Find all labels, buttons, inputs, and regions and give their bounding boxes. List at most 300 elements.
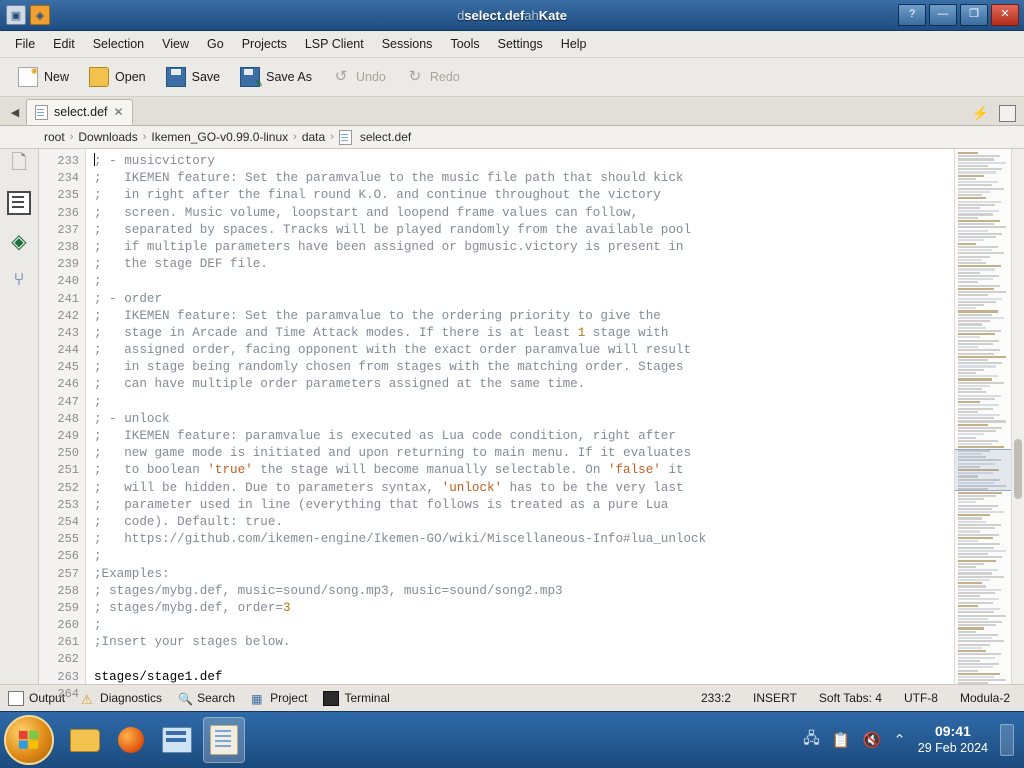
undo-button[interactable] bbox=[324, 64, 394, 90]
code-line[interactable] bbox=[94, 583, 954, 600]
minimap-line bbox=[958, 362, 1002, 364]
code-token: ; new game mode is initiated and upon returning to main menu. If it evaluates bbox=[94, 446, 692, 461]
line-number: 245 bbox=[57, 360, 79, 375]
minimap-line bbox=[958, 369, 984, 371]
minimap-line bbox=[958, 388, 982, 390]
code-line[interactable] bbox=[94, 634, 954, 651]
minimap-line bbox=[958, 640, 1004, 642]
minimap-line bbox=[958, 294, 988, 296]
line-number: 257 bbox=[57, 566, 79, 581]
code-token: ; parameter used in line (everything that follows is treated as a pure Lua bbox=[94, 497, 669, 512]
minimap-line bbox=[958, 268, 995, 270]
code-line[interactable] bbox=[94, 617, 954, 634]
code-line[interactable] bbox=[94, 462, 954, 479]
syntax-mode[interactable]: Modula-2 bbox=[959, 691, 1010, 705]
code-line[interactable] bbox=[94, 445, 954, 462]
breadcrumb-separator: › bbox=[142, 131, 147, 143]
save-as-button[interactable] bbox=[232, 63, 320, 91]
network-icon[interactable]: 🖧 bbox=[803, 729, 820, 747]
window-controls bbox=[898, 4, 1024, 26]
status-terminal[interactable] bbox=[323, 691, 389, 706]
code-line[interactable] bbox=[94, 651, 954, 668]
code-token: ; screen. Music volume, loopstart and loopend frame values can follow, bbox=[94, 205, 639, 220]
status-output-label: Output bbox=[29, 691, 66, 705]
redo-button[interactable] bbox=[398, 64, 468, 90]
save-button[interactable] bbox=[158, 63, 229, 91]
terminal-icon bbox=[323, 691, 339, 706]
tab-prev-button[interactable]: ◀ bbox=[10, 106, 20, 119]
firefox-icon bbox=[118, 727, 144, 753]
code-token: ; assigned order, facing opponent with the exact order paramvalue will result bbox=[94, 343, 692, 358]
search-icon: 🔍 bbox=[178, 691, 194, 706]
minimap-line bbox=[958, 291, 1006, 293]
code-line[interactable] bbox=[94, 514, 954, 531]
minimap-line bbox=[958, 385, 990, 387]
minimap-line bbox=[958, 408, 993, 410]
line-number: 259 bbox=[57, 600, 79, 615]
minimap-line bbox=[958, 401, 980, 403]
code-line[interactable] bbox=[94, 222, 954, 239]
breadcrumb-item-root[interactable]: root bbox=[44, 130, 65, 144]
menu-projects[interactable]: Projects bbox=[241, 37, 287, 51]
breadcrumb-item-ikemen[interactable]: Ikemen_GO-v0.99.0-linux bbox=[151, 130, 289, 144]
lsp-status-icon[interactable]: ⚡ bbox=[971, 105, 989, 121]
code-token: ;Insert your stages below. bbox=[94, 635, 291, 650]
menu-selection[interactable]: Selection bbox=[92, 37, 145, 51]
minimap-line bbox=[958, 404, 999, 406]
minimap-line bbox=[958, 217, 978, 219]
minimap-line bbox=[958, 660, 980, 662]
taskbar-app-file-manager[interactable] bbox=[65, 718, 105, 762]
minimap-line bbox=[958, 317, 1004, 319]
minimap-line bbox=[958, 281, 978, 283]
minimap-line bbox=[958, 252, 1004, 254]
minimap-line bbox=[958, 592, 995, 594]
tab-select-def[interactable] bbox=[26, 99, 133, 125]
minimap-line bbox=[958, 353, 994, 355]
clock-date: 29 Feb 2024 bbox=[917, 740, 988, 755]
code-line[interactable] bbox=[94, 170, 954, 187]
taskbar bbox=[0, 711, 1024, 768]
line-number: 252 bbox=[57, 480, 79, 495]
breadcrumb-item-data[interactable]: data bbox=[301, 130, 326, 144]
menu-edit[interactable]: Edit bbox=[53, 37, 75, 51]
minimap-line bbox=[958, 175, 984, 177]
minimap-line bbox=[958, 336, 980, 338]
minimap-line bbox=[958, 595, 980, 597]
minimap-line bbox=[958, 197, 986, 199]
documents-sidebar-icon[interactable]: 🗋 bbox=[10, 152, 28, 174]
line-number: 262 bbox=[57, 652, 79, 667]
code-line[interactable] bbox=[94, 153, 954, 170]
minimap-line bbox=[958, 572, 992, 574]
code-token: ; https://github.com/ikemen-engine/Ikemen-GO/wiki/Miscellaneous-Info#lua_unlock bbox=[94, 532, 707, 547]
minimap-line bbox=[958, 543, 1000, 545]
taskbar-app-media[interactable] bbox=[157, 718, 197, 762]
minimap-line bbox=[958, 582, 982, 584]
folder-icon bbox=[70, 729, 100, 752]
breadcrumb-separator: › bbox=[330, 131, 334, 143]
line-number: 250 bbox=[57, 446, 79, 461]
window-title-suffix: Kate bbox=[538, 7, 567, 23]
save-disk-icon bbox=[166, 67, 186, 87]
status-project[interactable] bbox=[251, 691, 307, 705]
minimap-line bbox=[958, 534, 999, 536]
line-number: 240 bbox=[57, 274, 79, 289]
minimap-line bbox=[958, 194, 982, 196]
volume-muted-icon[interactable]: 🔇 bbox=[862, 732, 882, 749]
minimap-line bbox=[958, 653, 1001, 655]
minimap-line bbox=[958, 346, 978, 348]
code-line[interactable] bbox=[94, 428, 954, 445]
minimap-line bbox=[958, 259, 982, 261]
minimap-line bbox=[958, 495, 996, 497]
new-button[interactable] bbox=[10, 63, 77, 91]
save-as-icon bbox=[240, 67, 260, 87]
minimap-line bbox=[958, 152, 978, 154]
code-token: ; separated by spaces. Tracks will be played randomly from the available pool bbox=[94, 222, 692, 237]
minimap-line bbox=[958, 246, 998, 248]
menu-file[interactable]: File bbox=[15, 37, 36, 51]
minimap-line bbox=[958, 288, 994, 290]
minimap-line bbox=[958, 333, 995, 335]
show-desktop-button[interactable] bbox=[1000, 724, 1014, 756]
project-icon: ▦ bbox=[251, 691, 263, 706]
minimap-line bbox=[958, 356, 1006, 358]
minimap-line bbox=[958, 391, 986, 393]
code-token: ;Examples: bbox=[94, 566, 170, 581]
minimap-line bbox=[958, 314, 992, 316]
clipboard-icon[interactable]: 📋 bbox=[831, 732, 851, 749]
minimap-line bbox=[958, 162, 1006, 164]
line-number: 264 bbox=[57, 686, 79, 701]
code-line[interactable] bbox=[94, 566, 954, 583]
menu-settings[interactable]: Settings bbox=[497, 37, 543, 51]
code-line[interactable] bbox=[94, 497, 954, 514]
code-token: ; in right after the final round K.O. and continue throughout the victory bbox=[94, 188, 661, 203]
window-title-main: select.def bbox=[464, 7, 525, 23]
clock[interactable] bbox=[918, 723, 988, 756]
menu-tools[interactable]: Tools bbox=[450, 37, 480, 51]
minimap-line bbox=[958, 372, 976, 374]
minimap-line bbox=[958, 365, 996, 367]
minimap-line bbox=[958, 679, 1006, 681]
minimap-line bbox=[958, 330, 1001, 332]
minimap-line bbox=[958, 307, 976, 309]
code-line[interactable] bbox=[94, 273, 954, 290]
line-number: 235 bbox=[57, 188, 79, 203]
minimap-line bbox=[958, 433, 984, 435]
minimap-line bbox=[958, 644, 990, 646]
code-line[interactable] bbox=[94, 376, 954, 393]
minimap-line bbox=[958, 663, 999, 665]
minimap-line bbox=[958, 171, 996, 173]
menu-go[interactable]: Go bbox=[207, 37, 224, 51]
close-icon[interactable]: ✕ bbox=[113, 105, 124, 119]
code-token: ; bbox=[94, 618, 102, 633]
minimap-line bbox=[958, 576, 1004, 578]
code-token: ; can have multiple order parameters assigned at the same time. bbox=[94, 377, 586, 392]
code-line[interactable] bbox=[94, 256, 954, 273]
show-hidden-icons[interactable]: ⌃ bbox=[893, 732, 906, 749]
minimap-line bbox=[958, 207, 980, 209]
undo-arrow-icon: ↺ bbox=[334, 68, 348, 85]
minimap-line bbox=[958, 517, 982, 519]
start-button[interactable] bbox=[4, 715, 54, 765]
breadcrumb bbox=[0, 126, 1024, 149]
minimap-line bbox=[958, 498, 984, 500]
minimap-line bbox=[958, 666, 993, 668]
kate-icon bbox=[210, 725, 238, 755]
minimap-line bbox=[958, 602, 993, 604]
redo-arrow-icon: ↻ bbox=[408, 68, 422, 85]
minimap-line bbox=[958, 275, 999, 277]
minimap-line bbox=[958, 537, 993, 539]
minimap-line bbox=[958, 155, 1000, 157]
window-title-middle: ah bbox=[524, 7, 539, 23]
code-area[interactable] bbox=[86, 149, 954, 684]
output-icon bbox=[8, 691, 24, 706]
line-number: 234 bbox=[57, 171, 79, 186]
line-number: 244 bbox=[57, 343, 79, 358]
minimap-line bbox=[958, 437, 976, 439]
code-token: ; if multiple parameters have been assigned or bgmusic.victory is present in bbox=[94, 239, 684, 254]
code-line[interactable] bbox=[94, 239, 954, 256]
taskbar-app-firefox[interactable] bbox=[111, 718, 151, 762]
folder-open-icon bbox=[89, 67, 109, 87]
minimap-line bbox=[958, 378, 992, 380]
undo-button-label: Undo bbox=[355, 70, 386, 84]
code-token: ; stage in Arcade and Time Attack modes. If there is at least bbox=[94, 325, 578, 340]
code-token: ; IKEMEN feature: Set the paramvalue to the music file path that should kick bbox=[94, 171, 684, 186]
minimap-line bbox=[958, 165, 988, 167]
close-button[interactable]: ✕ bbox=[991, 4, 1019, 26]
minimap-line bbox=[958, 327, 986, 329]
minimap-line bbox=[958, 566, 976, 568]
breadcrumb-separator: › bbox=[69, 131, 74, 143]
line-number: 237 bbox=[57, 222, 79, 237]
git-sidebar-icon[interactable]: ◈ bbox=[11, 230, 27, 253]
minimap-line bbox=[958, 427, 1002, 429]
status-bar-right bbox=[701, 691, 1016, 705]
minimap-line bbox=[958, 310, 998, 312]
minimap-line bbox=[958, 501, 976, 503]
clock-time: 09:41 bbox=[934, 723, 971, 740]
minimap-line bbox=[958, 673, 1000, 675]
code-line[interactable] bbox=[94, 531, 954, 548]
title-bar bbox=[0, 0, 1024, 31]
minimap-line bbox=[958, 605, 978, 607]
new-button-label: New bbox=[44, 70, 70, 84]
filesystem-sidebar-icon[interactable] bbox=[7, 191, 31, 215]
minimap-line bbox=[958, 514, 990, 516]
save-as-button-label: Save As bbox=[266, 70, 312, 84]
minimap-line bbox=[958, 560, 996, 562]
minimize-button[interactable]: — bbox=[929, 4, 957, 26]
minimap-line bbox=[958, 239, 984, 241]
line-number: 249 bbox=[57, 429, 79, 443]
line-number: 236 bbox=[57, 205, 79, 220]
open-button-label: Open bbox=[115, 70, 146, 84]
code-line[interactable] bbox=[94, 308, 954, 325]
minimap-line bbox=[958, 272, 980, 274]
minimap-line bbox=[958, 395, 1001, 397]
line-number: 253 bbox=[57, 497, 79, 512]
cursor-position[interactable]: 233:2 bbox=[700, 691, 732, 705]
minimap-line bbox=[958, 492, 1002, 494]
minimap-line bbox=[958, 579, 990, 581]
minimap-line bbox=[958, 204, 995, 206]
minimap-line bbox=[958, 184, 992, 186]
code-line[interactable] bbox=[94, 342, 954, 359]
minimap-line bbox=[958, 511, 1004, 513]
minimap-line bbox=[958, 657, 995, 659]
maximize-button[interactable]: ❐ bbox=[960, 4, 988, 26]
tab-label: select.def bbox=[54, 105, 108, 119]
minimap-line bbox=[958, 637, 992, 639]
menu-sessions[interactable]: Sessions bbox=[381, 37, 433, 51]
minimap-line bbox=[958, 201, 1001, 203]
code-line[interactable] bbox=[94, 548, 954, 565]
minimap-line bbox=[958, 256, 990, 258]
window-title-prefix: d bbox=[457, 7, 465, 23]
status-search-label: Search bbox=[197, 691, 236, 705]
code-line[interactable] bbox=[94, 600, 954, 617]
minimap-line bbox=[958, 508, 992, 510]
minimap-line bbox=[958, 650, 986, 652]
minimap-line bbox=[958, 634, 998, 636]
code-line[interactable] bbox=[94, 359, 954, 376]
edit-mode[interactable]: INSERT bbox=[753, 691, 797, 705]
minimap-line bbox=[958, 304, 984, 306]
code-line[interactable] bbox=[94, 325, 954, 342]
minimap[interactable] bbox=[954, 149, 1011, 684]
status-diagnostics-label: Diagnostics bbox=[100, 691, 163, 705]
line-number: 261 bbox=[57, 635, 79, 650]
line-number: 246 bbox=[57, 377, 79, 392]
status-search[interactable] bbox=[178, 691, 235, 705]
code-token: ; in stage being randomly chosen from stages with the matching order. Stages bbox=[94, 360, 684, 375]
document-icon bbox=[35, 105, 48, 120]
document-tab-bar bbox=[0, 97, 1024, 126]
file-icon bbox=[339, 130, 352, 145]
status-bar bbox=[0, 684, 1024, 711]
status-terminal-label: Terminal bbox=[344, 691, 390, 705]
line-number: 258 bbox=[57, 583, 79, 598]
window-menu-icon[interactable]: ▣ bbox=[6, 5, 26, 25]
line-number: 251 bbox=[57, 463, 79, 478]
menu-view[interactable]: View bbox=[162, 37, 190, 51]
code-token: 'false' bbox=[607, 463, 661, 478]
minimap-line bbox=[958, 220, 1000, 222]
minimap-line bbox=[958, 585, 986, 587]
save-button-label: Save bbox=[191, 70, 221, 84]
code-line[interactable] bbox=[94, 480, 954, 497]
minimap-line bbox=[958, 563, 984, 565]
minimap-line bbox=[958, 521, 986, 523]
code-token: ; stages/mybg.def, order= bbox=[94, 600, 283, 615]
minimap-line bbox=[958, 168, 1002, 170]
encoding[interactable]: UTF-8 bbox=[903, 691, 938, 705]
minimap-viewport[interactable] bbox=[955, 449, 1011, 491]
code-line[interactable] bbox=[94, 411, 954, 428]
minimap-line bbox=[958, 647, 982, 649]
code-line[interactable] bbox=[94, 669, 954, 684]
minimap-line bbox=[958, 382, 1004, 384]
help-button[interactable]: ? bbox=[898, 4, 926, 26]
code-line[interactable] bbox=[94, 187, 954, 204]
line-number: 247 bbox=[57, 394, 79, 409]
menu-help[interactable]: Help bbox=[560, 37, 587, 51]
code-token: ; - musicvictory bbox=[94, 154, 215, 168]
code-token: ; bbox=[94, 274, 102, 289]
minimap-line bbox=[958, 226, 1006, 228]
minimap-line bbox=[958, 524, 1001, 526]
minimap-line bbox=[958, 301, 996, 303]
code-token: has to be the very last bbox=[502, 480, 684, 495]
minimap-line bbox=[958, 213, 993, 215]
minimap-line bbox=[958, 320, 990, 322]
system-tray bbox=[803, 723, 1024, 756]
scrollbar-thumb[interactable] bbox=[1014, 439, 1022, 499]
minimap-line bbox=[958, 556, 1002, 558]
minimap-line bbox=[958, 624, 996, 626]
minimap-line bbox=[958, 608, 1000, 610]
code-token: ; IKEMEN feature: paramvalue is executed as Lua code condition, right after bbox=[94, 429, 676, 443]
vertical-scrollbar[interactable] bbox=[1011, 149, 1024, 684]
code-token: stages/stage1.def bbox=[94, 669, 223, 684]
breadcrumb-item-file[interactable]: select.def bbox=[359, 130, 412, 144]
code-token: 3 bbox=[282, 600, 291, 615]
minimap-line bbox=[958, 682, 988, 684]
code-token: ; stages/mybg.def, music=sound/song.mp3, music=sound/song2.mp3 bbox=[94, 583, 563, 598]
minimap-line bbox=[958, 505, 998, 507]
minimap-line bbox=[958, 411, 978, 413]
minimap-line bbox=[958, 243, 976, 245]
line-number: 242 bbox=[57, 308, 79, 323]
code-token: ; IKEMEN feature: Set the paramvalue to the ordering priority to give the bbox=[94, 308, 661, 323]
line-number: 233 bbox=[57, 154, 79, 168]
code-line[interactable] bbox=[94, 291, 954, 308]
minimap-line bbox=[958, 598, 999, 600]
minimap-line bbox=[958, 233, 1002, 235]
code-token: it bbox=[660, 463, 684, 478]
taskbar-app-kate[interactable] bbox=[203, 717, 245, 763]
status-diagnostics[interactable] bbox=[81, 691, 162, 705]
code-line[interactable] bbox=[94, 394, 954, 411]
indent-mode[interactable]: Soft Tabs: 4 bbox=[818, 691, 882, 705]
window-title bbox=[0, 8, 1024, 23]
minimap-line bbox=[958, 527, 995, 529]
minimap-line bbox=[958, 530, 980, 532]
open-button[interactable] bbox=[81, 63, 154, 91]
tab-bar-actions bbox=[972, 105, 1024, 125]
code-line[interactable] bbox=[94, 205, 954, 222]
menu-lsp-client[interactable]: LSP Client bbox=[304, 37, 364, 51]
split-view-icon[interactable] bbox=[999, 105, 1016, 122]
minimap-line bbox=[958, 627, 984, 629]
minimap-line bbox=[958, 236, 996, 238]
breadcrumb-item-downloads[interactable]: Downloads bbox=[78, 130, 138, 144]
minimap-line bbox=[958, 621, 1002, 623]
redo-button-label: Redo bbox=[429, 70, 460, 84]
line-number: 260 bbox=[57, 618, 79, 633]
minimap-line bbox=[958, 343, 993, 345]
minimap-line bbox=[958, 569, 998, 571]
code-token: the stage will become manually selectable. On bbox=[252, 463, 608, 478]
minimap-line bbox=[958, 417, 994, 419]
branch-sidebar-icon[interactable]: ⑂ bbox=[13, 268, 25, 289]
